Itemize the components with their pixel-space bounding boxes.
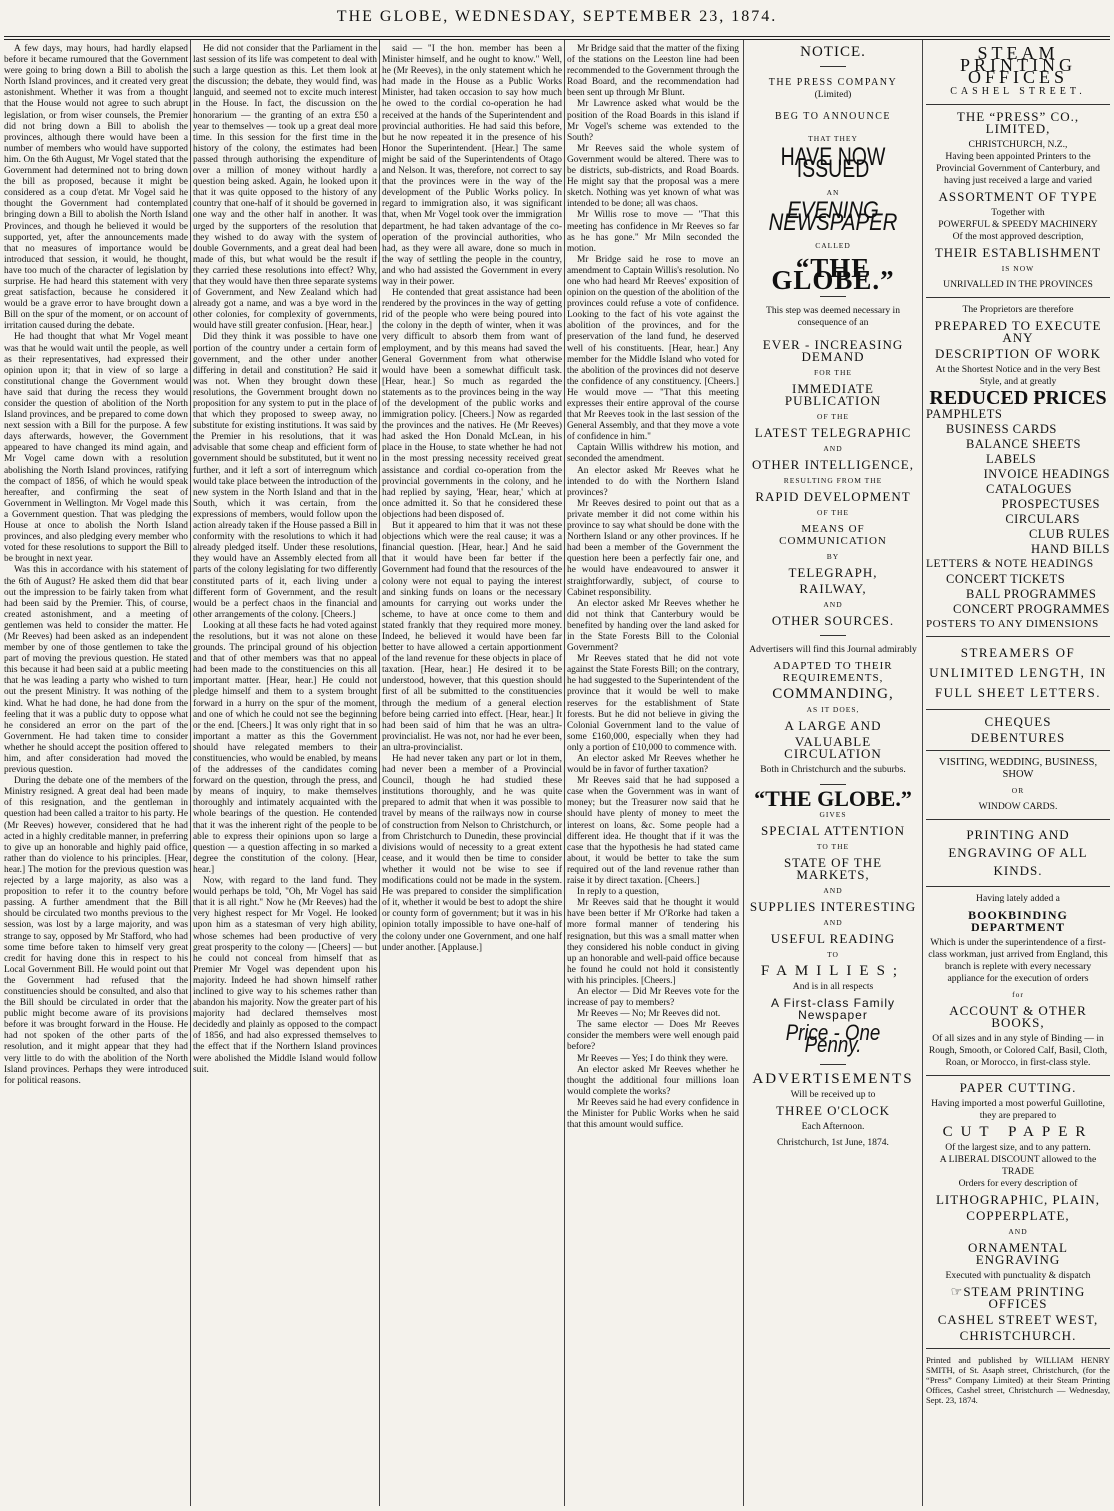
- powerful-machinery: POWERFUL & SPEEDY MACHINERY: [938, 219, 1098, 230]
- column-4-article: [567, 44, 739, 1506]
- special-attention: SPECIAL ATTENTION: [761, 823, 905, 838]
- lithographic: LITHOGRAPHIC, PLAIN,: [935, 1192, 1101, 1207]
- which-is-under: Which is under the superintendence of a first-class workman, just arrived from England, this branch is replete with every necessary appliance for the execution of orders: [928, 937, 1108, 984]
- paragraph: Mr Reeves — Yes; I do think they were.: [577, 1053, 729, 1064]
- paragraph: In reply to a question,: [577, 887, 660, 898]
- christchurch-label: CHRISTCHURCH.: [959, 1328, 1077, 1343]
- divider: [820, 635, 846, 636]
- visiting-cards: VISITING, WEDDING, BUSINESS, SHOW: [938, 757, 1098, 780]
- printing-offices-advertisement: [926, 44, 1110, 1506]
- divider: [820, 66, 846, 67]
- sizes-text: Of all sizes and in any style of Binding — in Rough, Smooth, or Colored Calf, Basil, Cloth, Roan, or Morocco, in first-class style.: [928, 1033, 1108, 1068]
- unrivalled: UNRIVALLED IN THE PROVINCES: [943, 279, 1093, 290]
- gives-label: GIVES: [819, 810, 847, 819]
- service-item: CLUB RULES: [1028, 527, 1110, 541]
- divider: [926, 709, 1110, 710]
- bookbinding-department: BOOKBINDING DEPARTMENT: [968, 908, 1068, 934]
- advertisers-text: Advertisers will find this Journal admirably: [749, 644, 917, 655]
- column-3-article: [382, 44, 562, 1506]
- resulting-from: RESULTING FROM THE: [783, 476, 883, 485]
- will-be-received: Will be received up to: [790, 1089, 876, 1100]
- have-now-issued: HAVE NOW ISSUED: [780, 143, 886, 183]
- an-label: AN: [826, 188, 840, 197]
- paragraph: An elector asked Mr Reeves whether he thought the additional four millions loan would complete the works?: [567, 1064, 739, 1097]
- both-text: Both in Christchurch and the suburbs.: [760, 764, 906, 775]
- announce-line: BEG TO ANNOUNCE: [774, 111, 892, 122]
- to-label: TO: [827, 950, 839, 959]
- of-the-2: OF THE: [817, 508, 849, 517]
- commanding-line: COMMANDING,: [772, 686, 894, 702]
- account-books: ACCOUNT & OTHER BOOKS,: [949, 1003, 1087, 1030]
- executed-text: Executed with punctuality & dispatch: [945, 1270, 1091, 1281]
- step-text: This step was deemed necessary in consequence of an: [765, 305, 900, 328]
- paragraph: An elector asked Mr Reeves what he intended to do with the Northern Island provinces?: [567, 465, 739, 498]
- useful-reading: USEFUL READING: [770, 931, 896, 946]
- paragraph: During the debate one of the members of the Ministry resigned. A great deal had been made of this resignation, and the gentleman in question had been called a traitor to his party. He (Mr Reeves) however, considered that he had acted in a highly creditable manner, in preferring to give up an honorable and highly paid office, rather than do violence to his principles. [Hear, hear.] The motion for the previous question was rejected by a large majority, as also was a proposition to refer it to the country before passing. A further amendment that the Bill should be circulated two months previous to the session, was lost by a large majority, and was strange to say, opposed by Mr Stafford, who had some time before taken to himself very great credit for having done this in respect to his Local Government Bill. He would point out that the Government had refused that the constituencies should be consulted, and also that the Bill should be circulated in order that the public might become aware of its provisions before it was brought forward in the House. He had not spoken of the other parts of the resolution, and it might appear that they had very little to do with the abolition of the North Island provinces. Perhaps they were introduced for political reasons.: [4, 776, 188, 1086]
- large-and: A LARGE AND: [784, 718, 882, 733]
- the-globe-title-2: “THE GLOBE.”: [754, 786, 912, 811]
- paragraph: Mr Reeves said that he thought it would have been better if Mr O'Rorke had taken a more formal manner of tendering his resignation, but this was a small matter when they considered his noble conduct in giving up an honorable and well-paid office because he found he could not hold it consistently with his principles. [Cheers.]: [567, 898, 739, 986]
- latest-telegraphic: LATEST TELEGRAPHIC: [754, 425, 912, 440]
- supplies-interesting: SUPPLIES INTERESTING: [749, 899, 917, 914]
- cheques: CHEQUES: [984, 714, 1052, 729]
- and-label-4: AND: [823, 918, 843, 927]
- liberal-discount: A LIBERAL DISCOUNT allowed to the TRADE: [939, 1154, 1097, 1177]
- called-label: CALLED: [815, 241, 851, 250]
- railway: RAILWAY,: [799, 581, 867, 596]
- service-item: INVOICE HEADINGS: [983, 467, 1110, 481]
- paragraph: Captain Willis withdrew his motion, and seconded the amendment.: [567, 443, 739, 465]
- paragraph: He did not consider that the Parliament in the last session of its life was competent to deal with such a large question as this. Let them look at the discussion; the debate, they would find, was languid, and seemed not to excite much interest in the House. In fact, the discussion on the honorarium — the granting of an extra £50 a year to themselves — took up a great deal more time. In this session for the first time in the history of the colony, the estimates had been passed through authorising the expenditure of over a million of money without hardly a question being asked. Again, he looked upon it that it was quite opposed to the history of any country that one-half of it should be governed in one way and the other half in another. It was urged by the supporters of the resolution that they wished to do away with the system of double Governments, and a great deal had been made of this, but what would be the result if they carried these resolutions into effect? Why, that they would have then three separate systems of Government, and New Zealand which had already got a name, and was a bye word in the other colonies, for complexity of governments, would have still greater confusion. [Hear, hear.]: [193, 44, 377, 332]
- having-lately-added: Having lately added a: [976, 893, 1060, 904]
- column-divider: [190, 40, 191, 1506]
- divider: [820, 296, 846, 297]
- divider: [926, 886, 1110, 887]
- valuable-circulation: VALUABLE CIRCULATION: [784, 734, 882, 761]
- paragraph: Mr Bridge said he rose to move an amendment to Captain Willis's resolution. No one who had heard Mr Reeves' exposition of opinion on the question of the abolition of the provinces could refuse a vote of confidence. Looking to the fact of his vote against the abolition of the provinces, and for the preservation of the land fund, he deserved well of his constituents. [Hear, hear.] Any member for the Middle Island who voted for the abolition of the provinces did not deserve the confidence of any constituency. [Cheers.] He would move — "That this meeting expresses their entire approval of the course that Mr Reeves took in the last session of the General Assembly, and that they move a vote of confidence in him.": [567, 254, 739, 443]
- divider: [926, 104, 1110, 105]
- proprietors-therefore: The Proprietors are therefore: [962, 304, 1074, 315]
- and-is: And is in all respects: [792, 981, 874, 992]
- paper-cutting: PAPER CUTTING.: [959, 1080, 1077, 1095]
- that-they: THAT THEY: [808, 134, 858, 143]
- paragraph: An elector — Did Mr Reeves vote for the increase of pay to members?: [567, 986, 739, 1009]
- ornamental-engraving: ORNAMENTAL ENGRAVING: [968, 1240, 1068, 1267]
- paragraph: Mr Reeves — No; Mr Reeves did not.: [577, 1009, 721, 1020]
- price-one-penny: Price - One Penny.: [785, 1020, 881, 1057]
- paragraph: Mr Willis rose to move — "That this meeting has confidence in Mr Reeves so far as he has gone." Mr Miln seconded the motion.: [567, 210, 739, 254]
- column-divider: [743, 40, 744, 1506]
- by-label: BY: [826, 552, 840, 561]
- service-item: CONCERT PROGRAMMES: [952, 602, 1110, 616]
- notice-heading: NOTICE.: [800, 44, 866, 60]
- three-oclock: THREE O'CLOCK: [776, 1103, 890, 1118]
- cut-paper: CUT PAPER: [942, 1124, 1094, 1140]
- to-the: TO THE: [816, 842, 850, 851]
- paragraph: Mr Reeves desired to point out that as a private member it did not come within his province to say what should be done with the Northern Island or any other provinces. If he had been a member of the Government the question here been a perfectly fair one, and he would have endeavoured to answer it straightforwardly, subject, of course to Cabinet responsibility.: [567, 498, 739, 598]
- column-divider: [564, 40, 565, 1506]
- as-it-does: AS IT DOES,: [806, 705, 860, 714]
- of-the: OF THE: [817, 412, 849, 421]
- copperplate: COPPERPLATE,: [966, 1208, 1070, 1223]
- immediate-publication: IMMEDIATE PUBLICATION: [784, 381, 882, 408]
- and-label-2: AND: [823, 600, 843, 609]
- service-item: BALL PROGRAMMES: [966, 587, 1097, 601]
- company-limited: (Limited): [814, 89, 852, 100]
- description-of-work: DESCRIPTION OF WORK: [934, 346, 1102, 361]
- paragraph: An elector asked Mr Reeves whether he did not think that Canterbury would be benefited by handing over the land asked for in the State Forests Bill to the Colonial Government?: [567, 598, 739, 654]
- divider: [926, 1348, 1110, 1349]
- and-label-3: AND: [823, 886, 843, 895]
- paragraph: An elector asked Mr Reeves whether he would be in favor of further taxation?: [567, 754, 739, 776]
- cashel-street-west: CASHEL STREET WEST,: [937, 1312, 1099, 1327]
- for-label: for: [1012, 990, 1024, 999]
- service-item: CIRCULARS: [1005, 512, 1080, 526]
- adapted-line: ADAPTED TO THEIR REQUIREMENTS,: [773, 660, 893, 684]
- divider: [820, 1064, 846, 1065]
- service-item: POSTERS TO ANY DIMENSIONS: [926, 618, 1099, 630]
- each-afternoon: Each Afternoon.: [801, 1121, 865, 1132]
- telegraph: TELEGRAPH,: [788, 565, 878, 580]
- service-item: LABELS: [986, 452, 1037, 466]
- column-2-article: [193, 44, 377, 1506]
- service-item: PAMPHLETS: [926, 407, 1003, 421]
- imprint: Printed and published by WILLIAM HENRY SMITH, of St. Asaph street, Christchurch, (for the “Press” Company Limited) at their Steam Printing Offices, Cashel street, Christchurch — Wednesday, Sept. 23, 1874.: [926, 1355, 1110, 1405]
- and-label-5: AND: [1008, 1227, 1028, 1236]
- is-now: IS NOW: [1001, 264, 1035, 273]
- and-label: AND: [823, 444, 843, 453]
- column-divider: [379, 40, 380, 1506]
- paragraph: Mr Reeves stated that he did not vote against the State Forests Bill; on the contrary, he had suggested to the Superintendent of the province that it would be well to make reserves for the establishment of State forests. But he did not believe in giving the Colonial Government land to the value of some £160,000, especially when they had only a portion of £10,000 to commence with.: [567, 654, 739, 753]
- paragraph: Now, with regard to the land fund. They would perhaps be told, "Oh, Mr Vogel has said that it is all right." Now he (Mr Reeves) had the very highest respect for Mr Vogel. He looked upon him as a statesman of very high ability, whose schemes had been productive of very great prosperity to the colony — [Cheers] — but he could not conceal from himself that as Premier Mr Vogel was dependent upon his majority. Indeed he had shown himself rather inclined to give way to his schemes rather than abandon his majority. Now the greater part of his majority had declared themselves most decidedly and plainly as opposed to the compact of 1856, and had also expressed themselves to the effect that if the Northern Island provinces were abolished the Middle Island would follow suit.: [193, 876, 377, 1075]
- divider: [926, 297, 1110, 298]
- most-approved: Of the most approved description,: [952, 231, 1084, 242]
- ever-increasing: EVER - INCREASING DEMAND: [762, 337, 904, 364]
- paragraph: Looking at all these facts he had voted against the resolutions, but it was not alone on these grounds. The principal ground of his objection and that of other members was that no appeal had been made to the constituencies on this all important matter. [Hear, hear.] He could not pledge himself and them to a system brought forward in a hurry on the spur of the moment, and one of which he could not see the beginning or the end. [Cheers.] It was only right that in so important a matter as this the Government should have relegated members to their constituencies, who would be enabled, by means of the addresses of the candidates coming forward on the question, through the press, and by means of inquiry, to make themselves thoroughly and intimately acquainted with the whole bearings of the question. He contended that it was the inherent right of the people to be able to express their opinions upon so large a question — a question affecting in so marked a degree the constitution of the colony. [Hear, hear.]: [193, 620, 377, 875]
- steam-printing-offices-2: ☞STEAM PRINTING OFFICES: [950, 1284, 1086, 1311]
- masthead-rule-2: [4, 39, 1110, 40]
- press-co-limited: THE “PRESS” CO., LIMITED,: [956, 109, 1080, 136]
- masthead-rule: [4, 36, 1110, 37]
- printing-engraving: PRINTING AND ENGRAVING OF ALL KINDS.: [948, 827, 1088, 878]
- paragraph: Mr Bridge said that the matter of the fixing of the stations on the Leeston line had been recommended to the Government through the Road Board, and the recommendation had been sent up through Mr Blunt.: [567, 44, 739, 99]
- steam-printing-offices: STEAM PRINTING OFFICES: [960, 44, 1076, 87]
- column-divider: [922, 40, 923, 1506]
- their-establishment: THEIR ESTABLISHMENT: [934, 245, 1102, 260]
- having-been-appointed: Having been appointed Printers to the Provincial Government of Canterbury, and having just received a large and varied: [936, 151, 1100, 186]
- assortment-of-type: ASSORTMENT OF TYPE: [938, 189, 1098, 204]
- largest-size: Of the largest size, and to any pattern.: [945, 1142, 1091, 1153]
- paragraph: He contended that great assistance had been rendered by the provinces in the way of getting rid of the people who were being poured into the colony in the depth of winter, when it was very difficult to absorb them from want of employment, and by this means had saved the General Government from what otherwise would have been a somewhat difficult task. [Hear, hear.] So much as regarded the statements as to the provinces being in the way of the development of the public works and immigration policy. [Cheers.] Now as regarded the provinces and the natives. He (Mr Reeves) had asked the Hon Donald McLean, in his place in the House, to state whether he had not in the most pressing necessity received great assistance and cordial co-operation from the provincial governments in the colony, and he had replied by saying, 'Hear, hear,' which at once admitted it. So that he considered these objections had been disposed of.: [382, 288, 562, 520]
- paragraph: But it appeared to him that it was not these objections which were the real cause; it was a financial question. [Hear, hear.] And he said that it would have been far better if the Government had found that the resources of the colony were not equal to paying the interest and sinking funds on loans or the necessary amounts for carrying out works under the scheme, to have at once come to them and stated frankly that they required more money. Indeed, he believed it would have been far better to have allowed a certain apportionment of the land revenue for these objects in place of taxation. [Hear, hear.] He desired it to be understood, however, that this question should first of all be submitted to the constituencies through the medium of a general election before being carried into effect. [Hear, hear.] It had been said of him that he was an ultra-provincialist. He was not, nor had he ever been, an ultra-provincialist.: [382, 521, 562, 753]
- divider: [820, 784, 846, 785]
- prepared-to-execute: PREPARED TO EXECUTE ANY: [934, 318, 1102, 345]
- streamers: STREAMERS OF UNLIMITED LENGTH, IN FULL SHEET LETTERS.: [929, 645, 1107, 700]
- advertisements-heading: ADVERTISEMENTS: [752, 1071, 914, 1087]
- the-globe-title: “THE GLOBE.”: [771, 253, 895, 295]
- globe-advertisement: [748, 44, 918, 1506]
- or-label: OR: [1011, 786, 1025, 795]
- paragraph: Did they think it was possible to have one portion of the country under a certain form of government, and the other under another differing in detail and constitution? He said it was not. When they brought down these resolutions, the Government brought down no proposition for any system to put in the place of that which they proposed to sweep away, no substitute for existing institutions. It was said by the Premier in his resolutions, that it was advisable that some cheap and efficient form of government should be substituted, but it went no further, and it left a sort of interregnum which would take place between the introduction of the new system in the North Island and that in the South, which it was certain, from the expressions of members, would follow upon the action already taken if the House passed a Bill in conformity with the resolutions to which it had already pledged itself. Under these resolutions, they would have an Assembly elected from all parts of the colony legislating for two differently constituted parts of it, each living under a different form of Government, and the result would be a perfect chaos in the financial and other arrangements of the colony. [Cheers.]: [193, 332, 377, 620]
- paragraph: He had never taken any part or lot in them, had never been a member of a Provincial Council, though he had studied these institutions thoroughly, and he was quite prepared to admit that when it was possible to travel by means of the railways now in course of construction from Nelson to Christchurch, or from Christchurch to Dunedin, these provincial divisions would of necessity to a great extent cease, and it would then be time to consider whether it would not be wise to see if modifications could not be made in the system. He was prepared to consider the simplification of it, whether it would be best to adopt the shire or county form of government; but it was in his opinion totally impossible to have one-half of the colony under one Government, and one half under another. [Applause.]: [382, 754, 562, 953]
- paragraph: Mr Lawrence asked what would be the position of the Road Boards in this island if Mr Vogel's scheme was extended to the South?: [567, 99, 739, 143]
- company-name: THE PRESS COMPANY: [768, 77, 898, 88]
- shortest-notice: At the Shortest Notice and in the very Best Style, and at greatly: [935, 364, 1101, 387]
- masthead: THE GLOBE, WEDNESDAY, SEPTEMBER 23, 1874.: [336, 8, 778, 25]
- other-sources: OTHER SOURCES.: [771, 613, 895, 628]
- cashel-street: CASHEL STREET.: [950, 86, 1086, 97]
- service-item: BUSINESS CARDS: [946, 422, 1057, 436]
- together-with: Together with: [991, 207, 1045, 218]
- divider: [926, 1075, 1110, 1076]
- for-the: FOR THE: [814, 368, 852, 377]
- paragraph: said — "I the hon. member has been a Minister himself, and he ought to know." Well, he (Mr Reeves), in the only statement which he had made in the House as a Public Works Minister, had taken occasion to say how much he owed to the cordial co-operation he had received at the hands of the Superintendent and provincial authorities. He had said this before, but he now repeated it in the presence of his Honor the Superintendent. [Hear.] The same might be said of the Superintendents of Otago and Nelson. It was, therefore, not correct to say that the provinces were in the way of the development of the Public Works policy. In regard to immigration also, it was significant that, when Mr Vogel took over the immigration department, he had taken advantage of the co-operation of the provincial authorities, who had, as they were all aware, done so much in the way of settling the people in the country, and who had assisted the Government in every way in their power.: [382, 44, 562, 287]
- window-cards: WINDOW CARDS.: [978, 801, 1058, 812]
- service-item: CONCERT TICKETS: [946, 572, 1066, 586]
- paragraph: Mr Reeves said he had every confidence in the Minister for Public Works when he said that this amount would suffice.: [567, 1097, 739, 1131]
- first-class-newspaper: A First-class Family Newspaper: [770, 996, 895, 1022]
- other-intelligence: OTHER INTELLIGENCE,: [752, 457, 914, 472]
- means-of-communication: MEANS OF COMMUNICATION: [779, 523, 887, 547]
- service-item: BALANCE SHEETS: [966, 437, 1081, 451]
- paragraph: Was this in accordance with his statement of the 6th of August? He asked them did that bear out the impression to be fairly taken from what had been said by the Premier. This, of course, created astonishment, and a meeting of gentlemen was held to consider the matter. He (Mr Reeves) had been asked as an independent member by one of those gentlemen to take the part of moving the previous question. He stated this because it had been said at a public meeting that he was leading a party who wished to turn out the present Ministry. It was nothing of the kind. What he had done, he had done from the feeling that it was a public duty to oppose what he considered an error on the part of the Government. He had taken time to consider whether he should accept the position offered to him, and after consideration had moved the previous question.: [4, 565, 188, 776]
- ad-date: Christchurch, 1st June, 1874.: [777, 1137, 889, 1148]
- service-item: HAND BILLS: [1031, 542, 1110, 556]
- reduced-prices: REDUCED PRICES: [929, 387, 1107, 409]
- paragraph: The same elector — Does Mr Reeves consider the members were well enough paid before?: [567, 1020, 739, 1053]
- divider: [926, 819, 1110, 820]
- state-of-markets: STATE OF THE MARKETS,: [783, 855, 883, 882]
- column-1-article: [4, 44, 188, 1506]
- rapid-development: RAPID DEVELOPMENT: [755, 489, 911, 504]
- paragraph: A few days, may hours, had hardly elapsed before it became rumoured that the Government were going to bring down a Bill to abolish the North Island provinces, and it created very great astonishment. Whether it was from a thought that the House would not agree to such abrupt legislation, or from wiser counsels, the Premier did not bring down a Bill to abolish the provinces, although there would have been a number of members who would have supported him. On the 6th August, Mr Vogel stated that the Government had determined not to bring down the bill as proposed, because it might be considered as a coup d'etat. Mr Vogel said he thought the Government had contemplated bringing down a Bill to abolish the North Island Provinces, and though he believed it would be supported, yet, after the announcements made that no measures of importance would be introduced that session, it would, he thought, have too much of the character of legislation by surprise. He had heard this statement with very great satisfaction, because he considered it would be a grave error to have brought down a Bill on the spur of the moment, or on account of irritation caused during the debate.: [4, 44, 188, 332]
- evening-newspaper: EVENING NEWSPAPER: [768, 197, 898, 236]
- service-item: LETTERS & NOTE HEADINGS: [926, 558, 1094, 570]
- families: FAMILIES;: [760, 963, 906, 979]
- guillotine-text: Having imported a most powerful Guillotine, they are prepared to: [931, 1098, 1105, 1121]
- divider: [926, 750, 1110, 751]
- orders-text: Orders for every description of: [958, 1178, 1078, 1189]
- debentures: DEBENTURES: [970, 730, 1066, 745]
- service-item: PROSPECTUSES: [1001, 497, 1100, 511]
- divider: [926, 636, 1110, 637]
- paragraph: Mr Reeves said the whole system of Government would be altered. There was to be districts, sub-districts, and Road Boards. He might say that the proposal was a mere sketch. Nothing was yet known of what was intended to be done; all was chaos.: [567, 143, 739, 210]
- paragraph: He had thought that what Mr Vogel meant was that he would wait until the people, as well as their representatives, had expressed their opinion upon it; that in view of so large a constitutional change the Government would have said that during the recess they would consider the question of abolition of the North Island provinces, and be prepared to come down next session with a Bill for the purpose. A few days afterwards, however, the Government appeared to have changed its mind again, and Mr Vogel came down with a resolution abolishing the North Island provinces, ratifying the compact of 1856, of which he would speak hereafter, and confirming the seat of Government in Wellington. Mr Vogel made this a Government question. That was pledging the House at once to abolish the North Island provinces, and also pledging every member who voted for these resolutions to support the Bill to be brought in next year.: [4, 332, 188, 565]
- paragraph: Mr Reeves said that he had supposed a case when the Government was in want of money; but the Treasurer now said that he should have plenty of money to meet the interest on loans, &c. Some people had a different idea. He thought that if it was the case that the hypothesis he had stated came about, it would be better to take the sum required out of the land revenue rather than raise it by direct taxation. [Cheers.]: [567, 776, 739, 887]
- service-item: CATALOGUES: [986, 482, 1072, 496]
- christchurch-nz: CHRISTCHURCH, N.Z.,: [968, 139, 1068, 150]
